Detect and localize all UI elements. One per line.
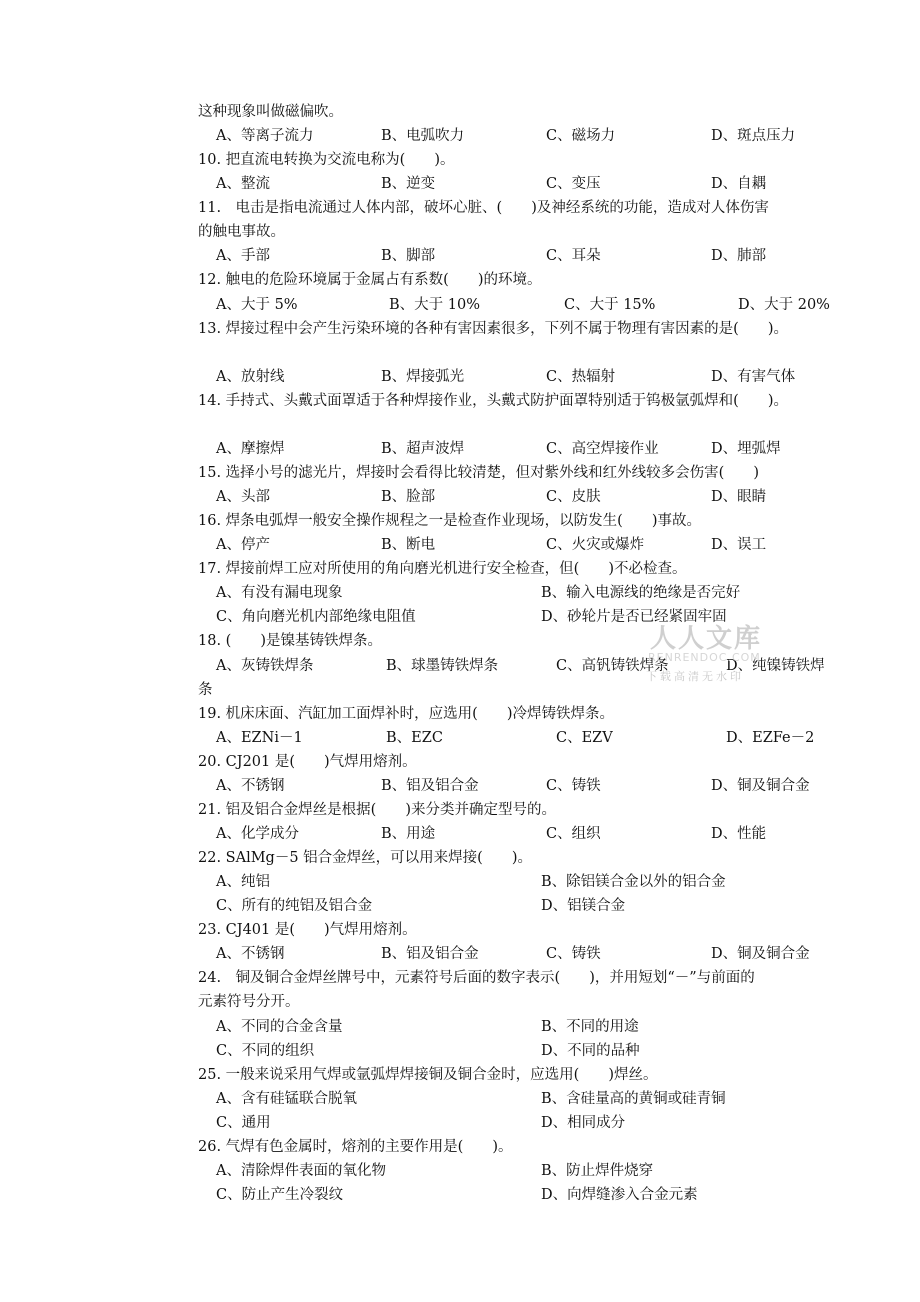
option-text: D、性能 (711, 826, 767, 842)
option-text: D、大于 20% (738, 297, 830, 313)
question-text: 条 (198, 682, 213, 698)
option-text: C、EZV (556, 730, 613, 746)
option-text: A、EZNi－1 (216, 730, 303, 746)
option-text: A、清除焊件表面的氧化物 (216, 1163, 386, 1179)
option-text: B、超声波焊 (381, 441, 465, 457)
question-text: 这种现象叫做磁偏吹。 (198, 104, 343, 120)
question-text: 24. 铜及铜合金焊丝牌号中，元素符号后面的数字表示( )，并用短划“－”与前面的 (198, 970, 755, 986)
option-text: A、不锈钢 (216, 946, 285, 962)
question-text: 21. 铝及铝合金焊丝是根据( )来分类并确定型号的。 (198, 802, 556, 818)
option-text: B、逆变 (381, 176, 436, 192)
watermark (640, 618, 790, 684)
option-text: B、含硅量高的黄铜或硅青铜 (541, 1091, 726, 1107)
option-text: C、组织 (546, 826, 601, 842)
question-text: 22. SAlMg－5 铝合金焊丝，可以用来焊接( )。 (198, 850, 532, 866)
option-text: C、磁场力 (546, 128, 616, 144)
watermark-slogan: 下载高清无水印 (646, 670, 744, 683)
option-text: B、脸部 (381, 489, 436, 505)
question-text: 10. 把直流电转换为交流电称为( )。 (198, 152, 455, 168)
option-text: A、不锈钢 (216, 778, 285, 794)
option-text: D、眼睛 (711, 489, 767, 505)
option-text: D、铝镁合金 (541, 898, 626, 914)
option-text: A、有没有漏电现象 (216, 585, 343, 601)
option-text: C、高钒铸铁焊条 (556, 658, 669, 674)
question-text: 12. 触电的危险环境属于金属占有系数( )的环境。 (198, 272, 542, 288)
option-text: A、大于 5% (216, 297, 298, 313)
option-text: C、变压 (546, 176, 601, 192)
question-text: 26. 气焊有色金属时，熔剂的主要作用是( )。 (198, 1139, 513, 1155)
option-text: B、防止焊件烧穿 (541, 1163, 654, 1179)
option-text: D、自耦 (711, 176, 767, 192)
option-text: A、含有硅锰联合脱氧 (216, 1091, 357, 1107)
option-text: D、EZFe－2 (726, 730, 815, 746)
option-text: A、等离子流力 (216, 128, 314, 144)
question-text: 元素符号分开。 (198, 994, 300, 1010)
option-text: A、停产 (216, 537, 270, 553)
option-text: D、斑点压力 (711, 128, 796, 144)
option-text: A、不同的合金含量 (216, 1019, 343, 1035)
option-text: B、大于 10% (389, 297, 480, 313)
option-text: C、高空焊接作业 (546, 441, 659, 457)
question-text: 的触电事故。 (198, 224, 285, 240)
option-text: A、摩擦焊 (216, 441, 285, 457)
option-text: C、不同的组织 (216, 1043, 315, 1059)
question-text: 19. 机床床面、汽缸加工面焊补时，应选用( )冷焊铸铁焊条。 (198, 706, 614, 722)
option-text: C、耳朵 (546, 248, 601, 264)
option-text: B、铝及铝合金 (381, 946, 479, 962)
question-text: 23. CJ401 是( )气焊用熔剂。 (198, 922, 417, 938)
option-text: C、热辐射 (546, 369, 616, 385)
option-text: D、不同的品种 (541, 1043, 640, 1059)
question-text: 16. 焊条电弧焊一般安全操作规程之一是检查作业现场，以防发生( )事故。 (198, 513, 701, 529)
option-text: D、纯镍铸铁焊 (726, 658, 825, 674)
option-text: B、断电 (381, 537, 436, 553)
option-text: C、铸铁 (546, 946, 601, 962)
option-text: B、焊接弧光 (381, 369, 465, 385)
option-text: A、整流 (216, 176, 270, 192)
question-text: 20. CJ201 是( )气焊用熔剂。 (198, 754, 417, 770)
question-text: 13. 焊接过程中会产生污染环境的各种有害因素很多，下列不属于物理有害因素的是( )。 (198, 321, 788, 337)
option-text: A、灰铸铁焊条 (216, 658, 314, 674)
question-text: 17. 焊接前焊工应对所使用的角向磨光机进行安全检查，但( )不必检查。 (198, 561, 687, 577)
question-text: 15. 选择小号的滤光片，焊接时会看得比较清楚，但对紫外线和红外线较多会伤害( ) (198, 465, 759, 481)
option-text: D、向焊缝渗入合金元素 (541, 1187, 698, 1203)
option-text: D、有害气体 (711, 369, 796, 385)
option-text: C、铸铁 (546, 778, 601, 794)
option-text: A、放射线 (216, 369, 285, 385)
option-text: B、不同的用途 (541, 1019, 639, 1035)
option-text: D、铜及铜合金 (711, 946, 810, 962)
option-text: B、铝及铝合金 (381, 778, 479, 794)
question-text: 25. 一般来说采用气焊或氩弧焊焊接铜及铜合金时，应选用( )焊丝。 (198, 1067, 658, 1083)
option-text: D、误工 (711, 537, 767, 553)
option-text: B、EZC (386, 730, 443, 746)
option-text: D、肺部 (711, 248, 767, 264)
option-text: D、砂轮片是否已经紧固牢固 (541, 609, 727, 625)
question-text: 14. 手持式、头戴式面罩适于各种焊接作业，头戴式防护面罩特别适于钨极氩弧焊和( )。 (198, 393, 788, 409)
option-text: B、除铝镁合金以外的铝合金 (541, 874, 726, 890)
option-text: A、化学成分 (216, 826, 299, 842)
option-text: B、输入电源线的绝缘是否完好 (541, 585, 741, 601)
option-text: C、火灾或爆炸 (546, 537, 645, 553)
option-text: A、纯铝 (216, 874, 270, 890)
question-text: 11. 电击是指电流通过人体内部，破坏心脏、( )及神经系统的功能，造成对人体伤害 (198, 200, 769, 216)
option-text: D、埋弧焊 (711, 441, 781, 457)
option-text: A、手部 (216, 248, 270, 264)
watermark-logo: 人人文库 (650, 624, 763, 654)
option-text: C、角向磨光机内部绝缘电阻值 (216, 609, 416, 625)
option-text: D、相同成分 (541, 1115, 626, 1131)
option-text: C、防止产生冷裂纹 (216, 1187, 344, 1203)
option-text: B、用途 (381, 826, 436, 842)
option-text: D、铜及铜合金 (711, 778, 810, 794)
option-text: B、电弧吹力 (381, 128, 465, 144)
question-text: 18. ( )是镍基铸铁焊条。 (198, 633, 382, 649)
option-text: A、头部 (216, 489, 270, 505)
option-text: B、脚部 (381, 248, 436, 264)
option-text: C、通用 (216, 1115, 271, 1131)
option-text: C、皮肤 (546, 489, 601, 505)
option-text: B、球墨铸铁焊条 (386, 658, 499, 674)
option-text: C、大于 15% (564, 297, 656, 313)
option-text: C、所有的纯铝及铝合金 (216, 898, 373, 914)
watermark-url: RENRENDOC.COM (648, 651, 761, 664)
